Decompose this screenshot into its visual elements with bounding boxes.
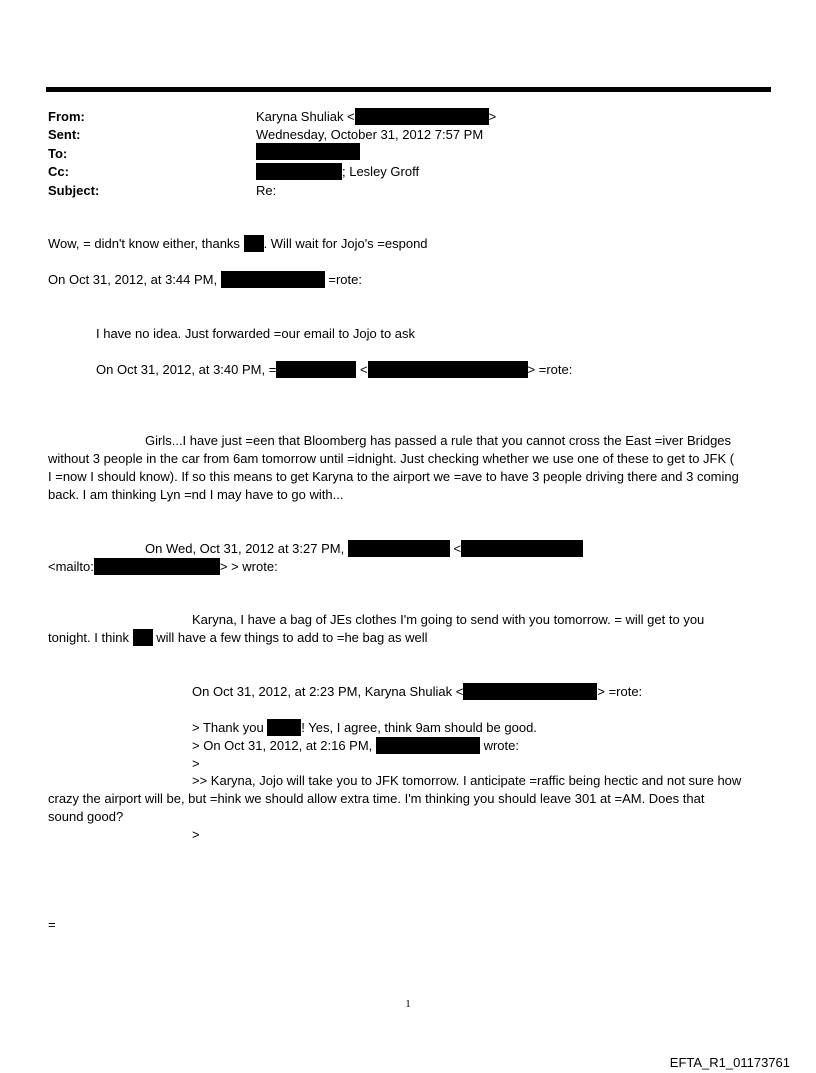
body-text: On Oct 31, 2012, at 2:23 PM, Karyna Shuliak <	[192, 684, 464, 699]
redaction-bar	[463, 683, 597, 700]
body-text: On Oct 31, 2012, at 3:44 PM,	[48, 272, 218, 287]
body-text: tonight. I think	[48, 630, 129, 645]
girls-line-1: Girls...I have just =een that Bloomberg has passed a rule that you cannot cross the East =iver Bridges	[145, 433, 732, 448]
thank-line	[192, 719, 537, 737]
redaction-bar	[244, 235, 264, 252]
subject-value: Re:	[256, 183, 277, 198]
redaction-bar	[256, 143, 360, 160]
redaction-bar	[355, 108, 489, 125]
jojo-line-3: sound good?	[48, 809, 124, 824]
body-text: <	[453, 541, 462, 556]
body-text: . Will wait for Jojo's =espond	[263, 236, 428, 251]
quote-header-line	[192, 683, 642, 701]
body-text: > On Oct 31, 2012, at 2:16 PM,	[192, 738, 373, 753]
subject-label: Subject:	[48, 183, 100, 198]
redaction-bar	[94, 558, 220, 575]
document-id: EFTA_R1_01173761	[669, 1055, 790, 1070]
from-value	[256, 108, 496, 126]
body-text: > =rote:	[527, 362, 573, 377]
from-name: Karyna Shuliak <	[256, 109, 355, 124]
body-line-4	[96, 361, 572, 379]
sent-value: Wednesday, October 31, 2012 7:57 PM	[256, 127, 484, 142]
redaction-bar	[276, 361, 356, 378]
quote2-line	[192, 737, 519, 755]
body-line-1	[48, 235, 428, 253]
to-value	[256, 143, 360, 161]
redaction-bar	[368, 361, 528, 378]
sent-label: Sent:	[48, 127, 81, 142]
girls-line-2: without 3 people in the car from 6am tomorrow until =idnight. Just checking whether we use one of these to get to JFK (	[48, 451, 735, 466]
bag-line-1: Karyna, I have a bag of JEs clothes I'm going to send with you tomorrow. = will get to you	[192, 612, 705, 627]
body-text: On Oct 31, 2012, at 3:40 PM, =	[96, 362, 277, 377]
to-label: To:	[48, 146, 68, 161]
redaction-bar	[376, 737, 480, 754]
redaction-bar	[133, 629, 153, 646]
body-text: > Thank you	[192, 720, 264, 735]
body-text: will have a few things to add to =he bag as well	[156, 630, 428, 645]
body-text: =rote:	[328, 272, 362, 287]
body-text: <mailto:	[48, 559, 94, 574]
cc-label: Cc:	[48, 164, 69, 179]
body-text: > =rote:	[597, 684, 643, 699]
body-text: > > wrote:	[219, 559, 278, 574]
header-rule	[46, 87, 771, 92]
redaction-bar	[267, 719, 301, 736]
trailing-equals: =	[48, 917, 56, 932]
redaction-bar	[256, 163, 342, 180]
body-text: On Wed, Oct 31, 2012 at 3:27 PM,	[145, 541, 345, 556]
from-label: From:	[48, 109, 85, 124]
body-text: <	[359, 362, 368, 377]
bag-line-2	[48, 629, 428, 647]
mailto-line	[48, 558, 278, 576]
jojo-line-1: >> Karyna, Jojo will take you to JFK tomorrow. I anticipate =raffic being hectic and not sure how	[192, 773, 742, 788]
from-close: >	[488, 109, 497, 124]
quote-marker-1: >	[192, 756, 200, 771]
body-line-2	[48, 271, 362, 289]
body-text: wrote:	[483, 738, 519, 753]
redaction-bar	[348, 540, 450, 557]
wed-line	[145, 540, 583, 558]
cc-value	[256, 163, 419, 181]
body-line-3: I have no idea. Just forwarded =our email to Jojo to ask	[96, 326, 416, 341]
page-number: 1	[405, 998, 411, 1010]
body-text: ! Yes, I agree, think 9am should be good.	[301, 720, 537, 735]
body-text: Wow, = didn't know either, thanks	[48, 236, 240, 251]
girls-line-3: I =now I should know). If so this means to get Karyna to the airport we =ave to have 3 people driving there and 3 coming	[48, 469, 739, 484]
redaction-bar	[221, 271, 325, 288]
quote-marker-2: >	[192, 827, 200, 842]
jojo-line-2: crazy the airport will be, but =hink we should allow extra time. I'm thinking you should leave 301 at =AM. Does that	[48, 791, 705, 806]
redaction-bar	[461, 540, 583, 557]
cc-text: ; Lesley Groff	[342, 164, 420, 179]
girls-line-4: back. I am thinking Lyn =nd I may have to go with...	[48, 487, 344, 502]
